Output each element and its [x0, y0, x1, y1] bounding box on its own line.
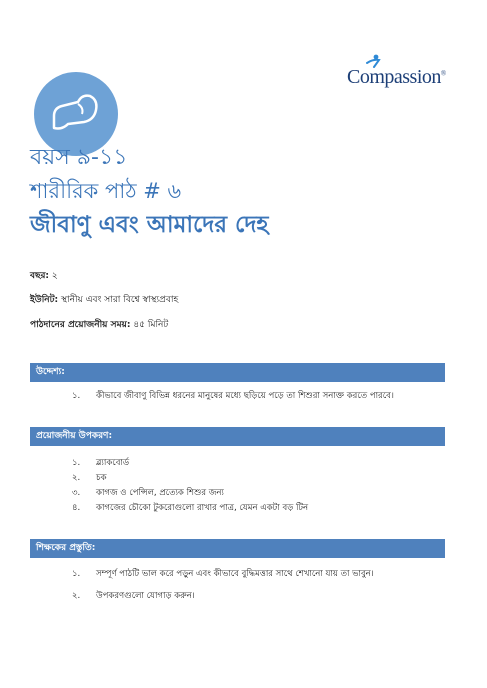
list-item-text: কীভাবে জীবাণু বিভিন্ন ধরনের মানুষের মধ্যে ছড়িয়ে পড়ে তা শিশুরা সনাক্ত করতে পারবে।	[96, 391, 394, 401]
meta-unit	[30, 292, 178, 307]
list-item-text: কাগজের চৌকো টুকরোগুলো রাখার পাত্র, যেমন একটা বড় টিন	[96, 503, 309, 513]
list-item-text: চক	[96, 473, 107, 483]
list-item-text: সম্পূর্ণ পাঠটি ভাল করে পড়ুন এবং কীভাবে বুদ্ধিমত্তার সাথে শেখানো যায় তা ভাবুন।	[96, 569, 374, 579]
meta-time	[30, 317, 168, 332]
lesson-heading: শারীরিক পাঠ # ৬	[30, 179, 182, 203]
time-value: ৪৫ মিনিট	[133, 320, 169, 330]
section-heading-preparation: শিক্ষকের প্রস্তুতি:	[30, 539, 445, 558]
list-item	[72, 486, 452, 498]
list-item-number: ২.	[72, 473, 81, 483]
objective-list	[72, 389, 452, 401]
list-item-number: ১.	[72, 458, 81, 468]
list-item	[72, 567, 452, 579]
list-item-number: ৪.	[72, 503, 81, 513]
list-item-text: ব্ল্যাকবোর্ড	[96, 458, 130, 468]
year-value: ২	[51, 271, 58, 281]
year-label: বছর:	[30, 271, 50, 281]
logo-text: Compassion	[347, 66, 441, 88]
compassion-logo: Compassion®	[345, 56, 455, 90]
time-label: পাঠদানের প্রয়োজনীয় সময়:	[30, 320, 131, 330]
list-item-number: ১.	[72, 569, 81, 579]
page-title: জীবাণু এবং আমাদের দেহ	[30, 212, 269, 238]
list-item	[72, 589, 452, 601]
list-item	[72, 456, 452, 468]
meta-year	[30, 268, 58, 283]
section-heading-materials: প্রয়োজনীয় উপকরণ:	[30, 427, 445, 446]
list-item-number: ৩.	[72, 488, 81, 498]
list-item-number: ২.	[72, 591, 81, 601]
unit-value: স্থানীয় এবং সারা বিশ্বে স্বাস্থ্যপ্রবাহ	[61, 295, 179, 305]
list-item	[72, 501, 452, 513]
list-item-number: ১.	[72, 391, 81, 401]
flexed-arm-icon	[48, 90, 104, 136]
section-heading-objective: উদ্দেশ্য:	[30, 363, 445, 382]
list-item	[72, 471, 452, 483]
unit-label: ইউনিট:	[30, 295, 59, 305]
list-item	[72, 389, 452, 401]
age-heading: বয়স ৯-১১	[30, 145, 128, 170]
list-item-text: কাগজ ও পেন্সিল, প্রত্যেক শিশুর জন্য	[96, 488, 224, 498]
list-item-text: উপকরণগুলো যোগাড় করুন।	[96, 591, 195, 601]
